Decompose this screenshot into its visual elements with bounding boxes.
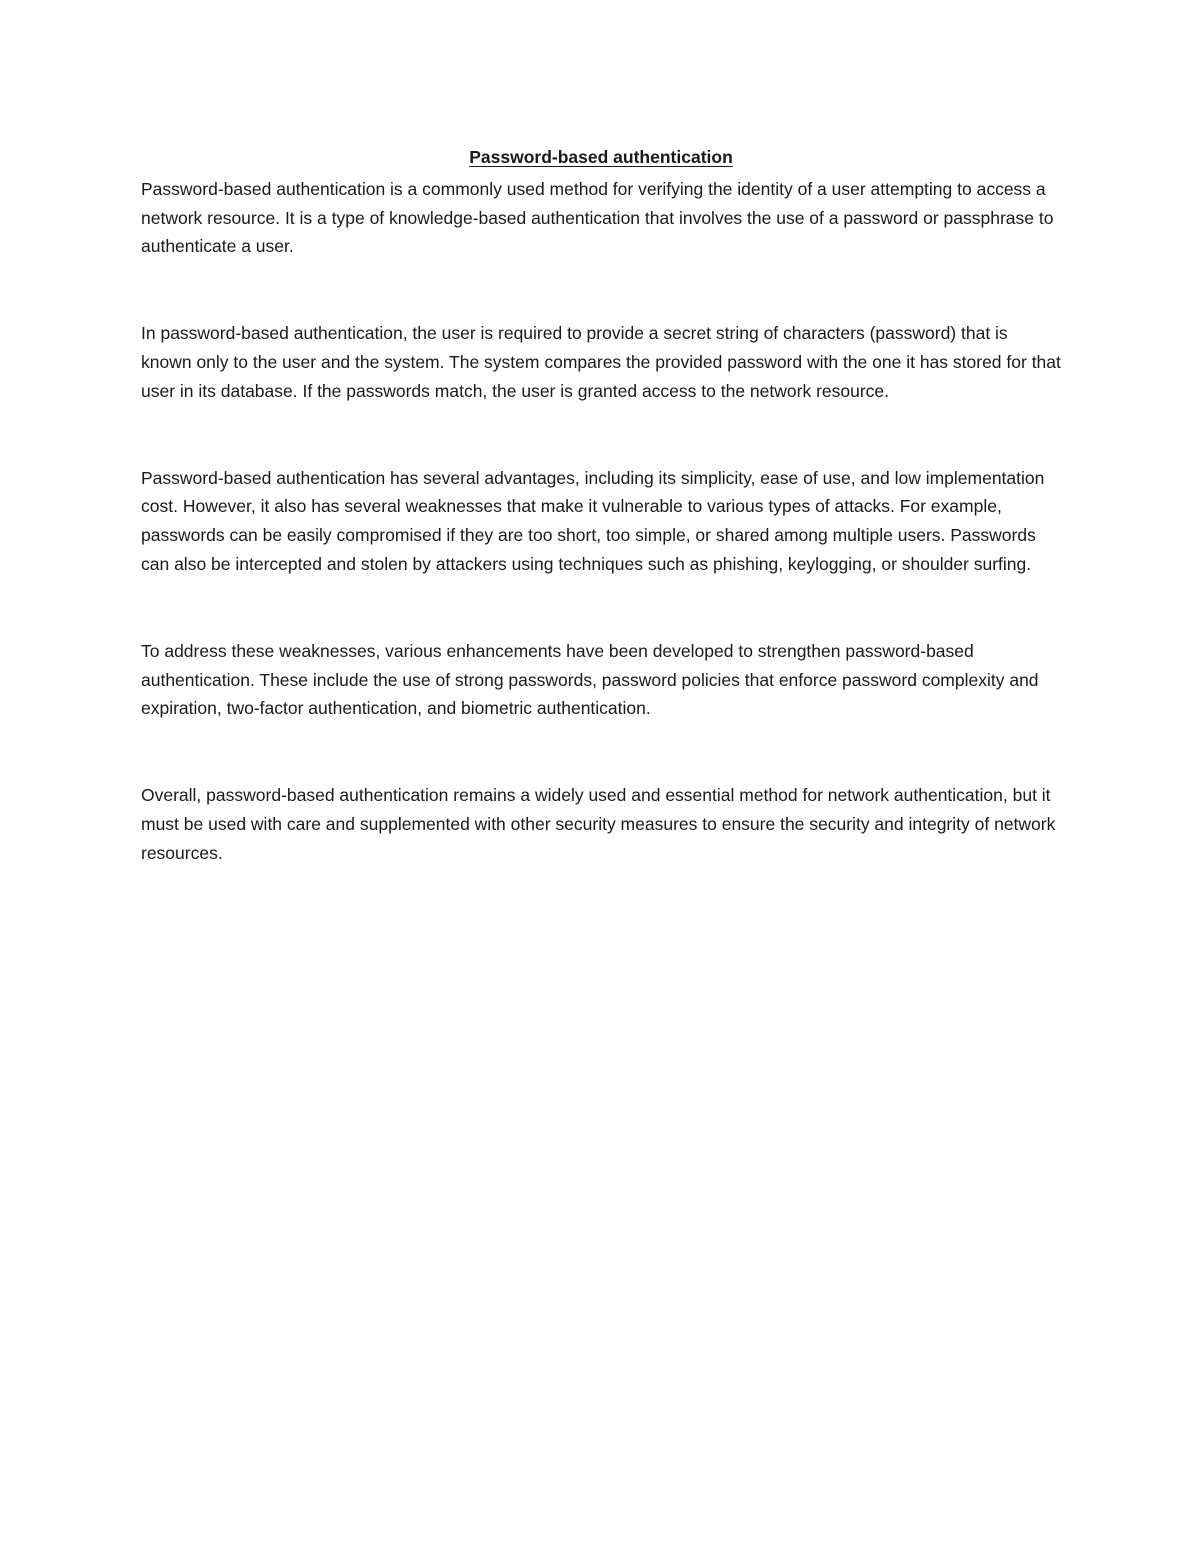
paragraph-intro: Password-based authentication is a commonly used method for verifying the identity of a user attempting to access a network resource. It is a type of knowledge-based authentication that involves the use of a password or passphrase to authenticate a user. xyxy=(141,178,1054,257)
paragraph-conclusion: Overall, password-based authentication remains a widely used and essential method for network authentication, but it must be used with care and supplemented with other security measures to ensure the security and integrity of network resources. xyxy=(141,785,1056,863)
document-body xyxy=(141,143,1061,926)
paragraph-advantages-weaknesses: Password-based authentication has several advantages, including its simplicity, ease of use, and low implementation cost. However, it also has several weaknesses that make it vulnerable to various types of attacks. For example, passwords can be easily compromised if they are too short, too simple, or shared among multiple users. Passwords can also be intercepted and stolen by attackers using techniques such as phishing, keylogging, or shoulder surfing. xyxy=(141,467,1045,574)
document-title: Password-based authentication xyxy=(469,147,733,167)
paragraph-enhancements: To address these weaknesses, various enhancements have been developed to strengthen password-based authentication. These include the use of strong passwords, password policies that enforce password complexity and expiration, two-factor authentication, and biometric authentication. xyxy=(141,640,1039,719)
paragraph-how-it-works: In password-based authentication, the user is required to provide a secret string of characters (password) that is known only to the user and the system. The system compares the provided password with the one it has stored for that user in its database. If the passwords match, the user is granted access to the network resource. xyxy=(141,323,1061,401)
